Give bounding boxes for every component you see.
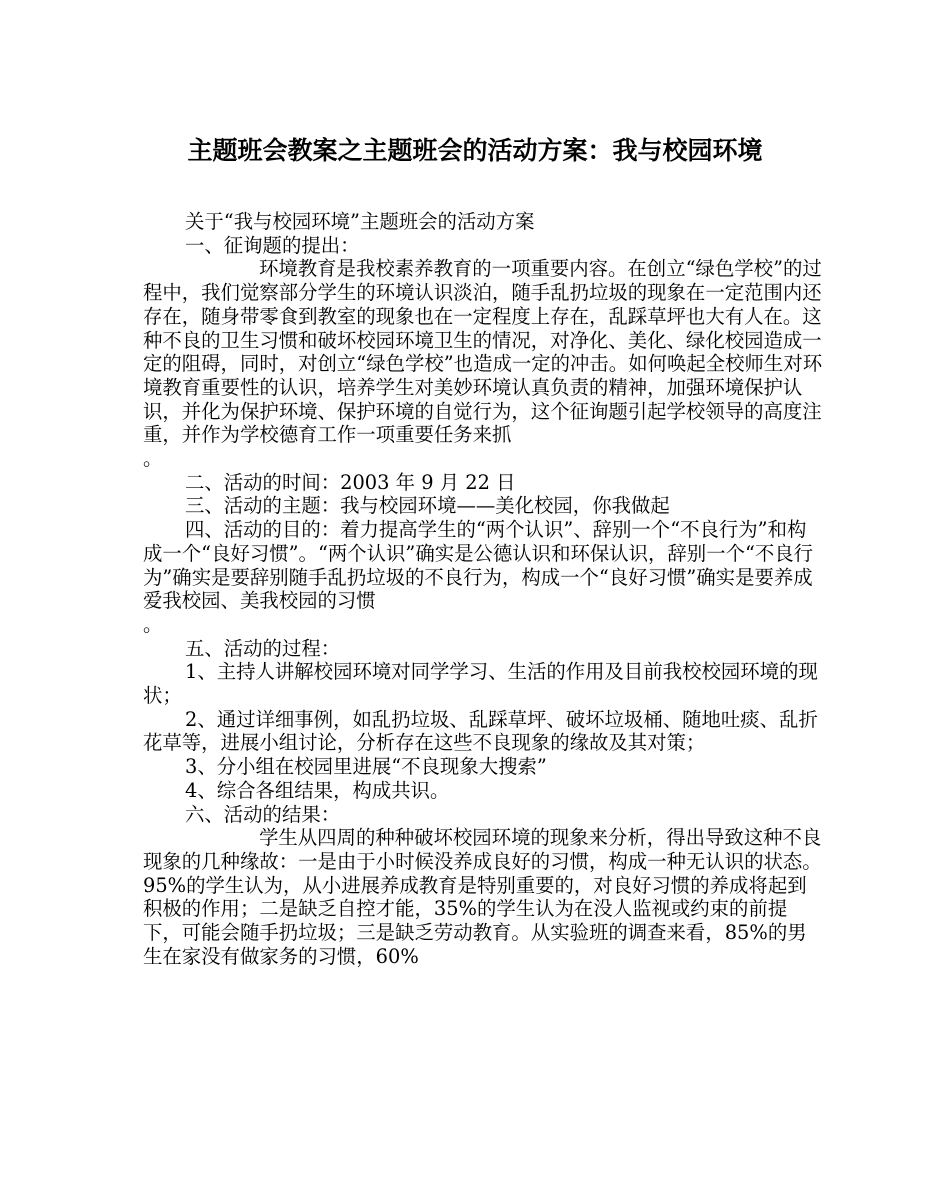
paragraph-period: 。 <box>143 612 163 636</box>
process-step-4: 4、综合各组结果，构成共识。 <box>185 778 450 802</box>
paragraph-results: 学生从四周的种种破坏校园环境的现象来分析，得出导致这种不良现象的几种缘故：一是由于小时候没养成良好的习惯，构成一种无认识的状态。95%的学生认为，从小进展养成教育是特别重要的，对良好习惯的养成将起到积极的作用；二是缺乏自控才能，35%的学生认为在没人监视或约束的前提下，可能会随手扔垃圾；三是缺乏劳动教育。从实验班的调查来看，85%的男生在家没有做家务的习惯，60% <box>143 826 822 968</box>
section-heading-6: 六、活动的结果： <box>185 802 341 826</box>
process-step-1: 1、主持人讲解校园环境对同学学习、生活的作用及目前我校校园环境的现状； <box>143 660 818 708</box>
section-heading-3: 三、活动的主题：我与校园环境——美化校园，你我做起 <box>185 494 670 518</box>
paragraph-period: 。 <box>143 447 163 471</box>
process-step-2: 2、通过详细事例，如乱扔垃圾、乱踩草坪、破坏垃圾桶、随地吐痰、乱折花草等，进展小组讨论，分析存在这些不良现象的缘故及其对策； <box>143 707 818 755</box>
process-step-3: 3、分小组在校园里进展“不良现象大搜索” <box>185 755 547 779</box>
section-heading-1: 一、征询题的提出： <box>185 233 360 257</box>
paragraph-heading: 关于“我与校园环境”主题班会的活动方案 <box>185 210 535 233</box>
section-purpose: 四、活动的目的：着力提高学生的“两个认识”、辞别一个“不良行为”和构成一个“良好习惯”。“两个认识”确实是公德认识和环保认识，辞别一个“不良行为”确实是要辞别随手乱扔垃圾的不良行为，构成一个“良好习惯”确实是要养成爱我校园、美我校园的习惯 <box>143 518 814 613</box>
document-title: 主题班会教案之主题班会的活动方案：我与校园环境 <box>187 136 763 165</box>
document-body <box>143 210 823 969</box>
section-heading-2: 二、活动的时间：2003 年 9 月 22 日 <box>185 470 516 494</box>
paragraph-background: 环境教育是我校素养教育的一项重要内容。在创立“绿色学校”的过程中，我们觉察部分学生的环境认识淡泊，随手乱扔垃圾的现象在一定范围内还存在，随身带零食到教室的现象也在一定程度上存在，乱踩草坪也大有人在。这种不良的卫生习惯和破坏校园环境卫生的情况，对净化、美化、绿化校园造成一定的阻碍，同时，对创立“绿色学校”也造成一定的冲击。如何唤起全校师生对环境教育重要性的认识，培养学生对美妙环境认真负责的精神，加强环境保护认识，并化为保护环境、保护环境的自觉行为，这个征询题引起学校领导的高度注重，并作为学校德育工作一项重要任务来抓 <box>143 257 823 447</box>
section-heading-5: 五、活动的过程： <box>185 636 341 660</box>
